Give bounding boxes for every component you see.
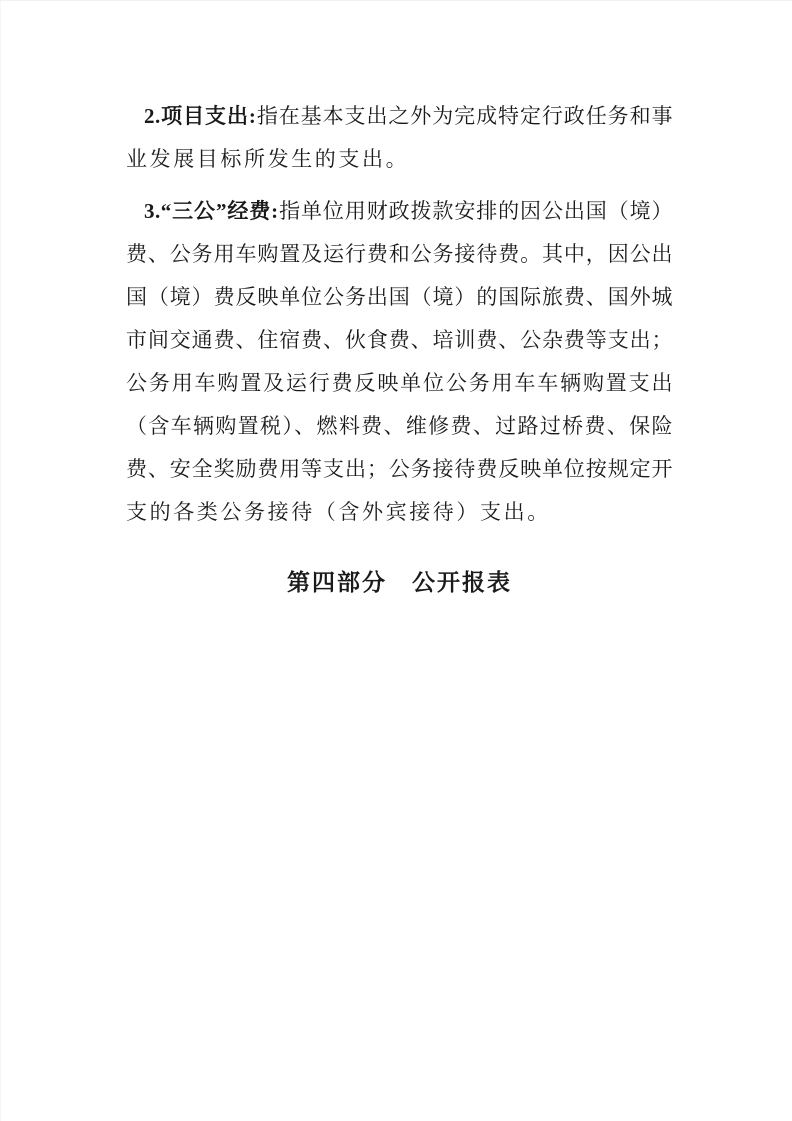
text-line: （含车辆购置税）、燃料费、维修费、过路过桥费、保险 xyxy=(126,414,673,438)
text-block xyxy=(126,95,673,604)
section-heading: 第四部分 公开报表 xyxy=(287,570,512,595)
text-line xyxy=(126,190,673,233)
text-line: 业发展目标所发生的支出。 xyxy=(126,147,410,171)
paragraph-lead: 3.“三公”经费: xyxy=(144,199,279,223)
paragraph-three-public-funds xyxy=(126,190,673,534)
text-line: 市间交通费、住宿费、伙食费、培训费、公杂费等支出； xyxy=(126,328,673,352)
text-line: 费、安全奖励费用等支出；公务接待费反映单位按规定开 xyxy=(126,457,673,481)
paragraph-text: 指单位用财政拨款安排的因公出国（境） xyxy=(278,199,673,223)
text-line xyxy=(126,95,673,138)
text-line: 支的各类公务接待（含外宾接待）支出。 xyxy=(126,500,551,524)
text-line: 国（境）费反映单位公务出国（境）的国际旅费、国外城 xyxy=(126,285,673,309)
text-line: 费、公务用车购置及运行费和公务接待费。其中，因公出 xyxy=(126,242,673,266)
text-line: 公务用车购置及运行费反映单位公务用车车辆购置支出 xyxy=(126,371,673,395)
paragraph-lead: 2.项目支出: xyxy=(144,104,257,128)
paragraph-text: 指在基本支出之外为完成特定行政任务和事 xyxy=(256,104,674,128)
paragraph-project-expenditure xyxy=(126,95,673,181)
